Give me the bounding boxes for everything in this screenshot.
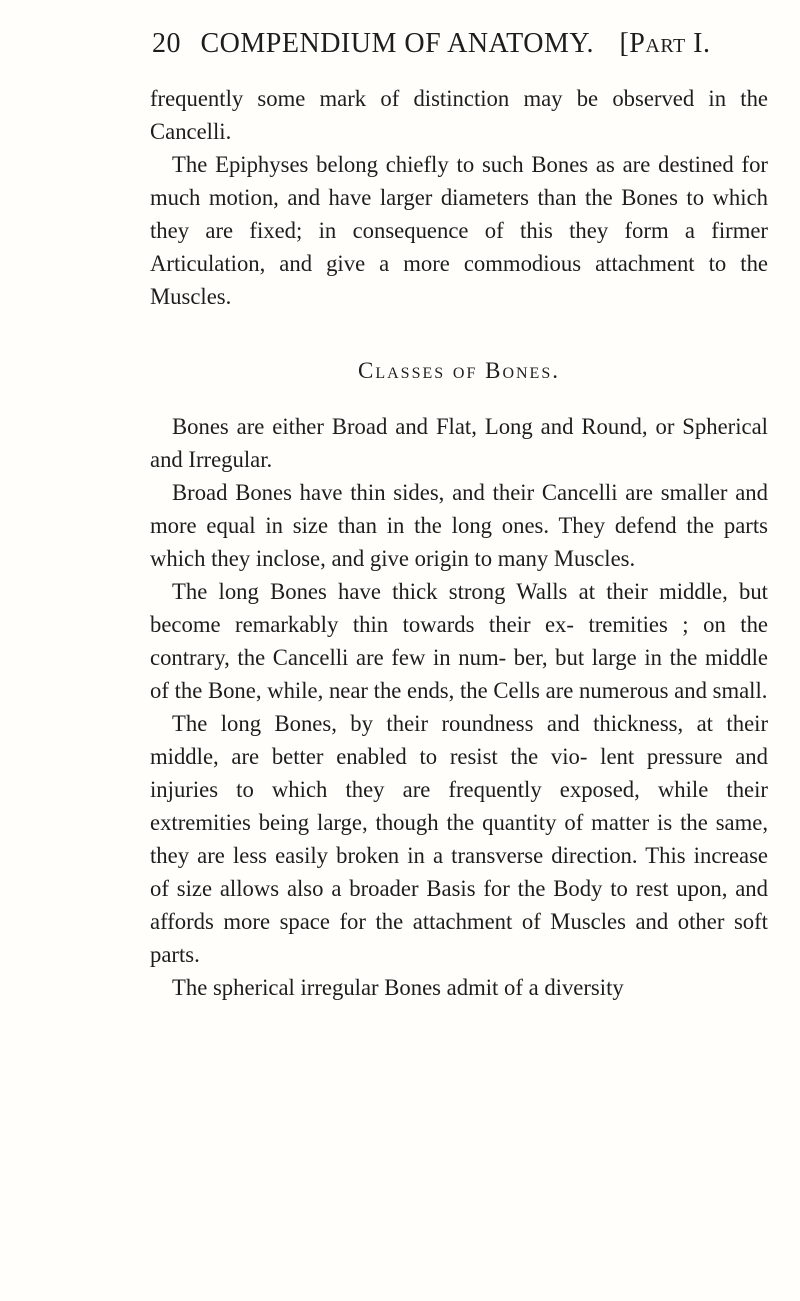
body-text [150, 82, 768, 1004]
paragraph: The long Bones, by their roundness and thickness, at their middle, are better enabled to resist the vio- lent pressure and injuries to which they are frequently exposed, while their extremities being large, though the quantity of matter is the same, they are less easily broken in a transverse direction. This increase of size allows also a broader Basis for the Body to rest upon, and affords more space for the attachment of Muscles and other soft parts. [150, 711, 768, 967]
paragraph: The spherical irregular Bones admit of a diversity [172, 975, 624, 1000]
running-header [152, 28, 772, 60]
paragraph: frequently some mark of distinction may be observed in the Cancelli. [150, 86, 768, 144]
paragraph: The long Bones have thick strong Walls at their middle, but become remarkably thin towards their ex- tremities ; on the contrary, the Cancelli are few in num- ber, but large in the middle of the Bone, while, near the ends, the Cells are numerous and small. [150, 579, 768, 703]
part-label: [Part I. [619, 28, 711, 59]
paragraph: The Epiphyses belong chiefly to such Bones as are destined for much motion, and have larger diameters than the Bones to which they are fixed; in consequence of this they form a firmer Articulation, and give a more commodious attachment to the Muscles. [150, 152, 768, 309]
page-number: 20 [152, 28, 181, 59]
paragraph: Broad Bones have thin sides, and their Cancelli are smaller and more equal in size than in the long ones. They defend the parts which they inclose, and give origin to many Muscles. [150, 480, 768, 571]
running-title: COMPENDIUM OF ANATOMY. [200, 28, 594, 59]
section-heading: Classes of Bones. [358, 358, 560, 383]
paragraph: Bones are either Broad and Flat, Long and Round, or Spherical and Irregular. [150, 414, 768, 472]
